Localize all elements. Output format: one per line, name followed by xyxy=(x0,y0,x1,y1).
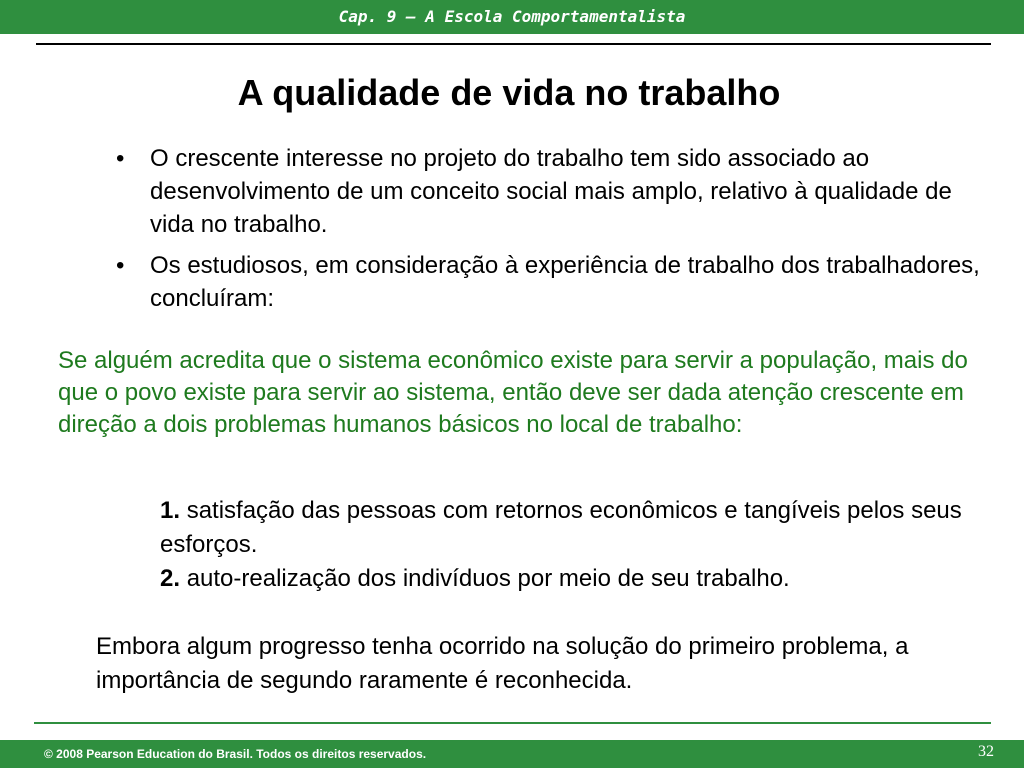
chapter-title: Cap. 9 – A Escola Comportamentalista xyxy=(338,7,686,26)
footer-divider xyxy=(34,722,991,724)
copyright-text: © 2008 Pearson Education do Brasil. Todos os direitos reservados. xyxy=(44,747,427,761)
item-text: auto-realização dos indivíduos por meio de seu trabalho. xyxy=(186,565,790,592)
bullet-icon: • xyxy=(116,252,125,279)
chapter-header-bar xyxy=(0,0,1024,34)
bullet-icon: • xyxy=(116,145,125,172)
bullet-text: Os estudiosos, em consideração à experiência de trabalho dos trabalhadores, concluíram: xyxy=(150,252,980,312)
bullet-item xyxy=(112,142,992,241)
bullet-text: O crescente interesse no projeto do trabalho tem sido associado ao desenvolvimento de um conceito social mais amplo, relativo à qualidade de vida no trabalho. xyxy=(150,145,952,238)
slide-title: A qualidade de vida no trabalho xyxy=(237,72,781,113)
numbered-item xyxy=(160,494,990,562)
closing-paragraph: Embora algum progresso tenha ocorrido na solução do primeiro problema, a importância de segundo raramente é reconhecida. xyxy=(96,633,909,694)
bullet-item xyxy=(112,249,992,315)
item-number: 1. xyxy=(160,497,181,524)
numbered-item xyxy=(160,562,990,596)
bullet-list xyxy=(112,142,992,323)
footer-bar xyxy=(0,740,1024,768)
item-text: satisfação das pessoas com retornos econômicos e tangíveis pelos seus esforços. xyxy=(160,497,962,558)
quote-paragraph: Se alguém acredita que o sistema econômico existe para servir a população, mais do que o povo existe para servir ao sistema, então deve ser dada atenção crescente em direção a dois problemas humanos básicos no local de trabalho: xyxy=(58,347,968,438)
item-number: 2. xyxy=(160,565,181,592)
header-divider xyxy=(36,43,991,45)
numbered-list xyxy=(160,494,990,596)
page-number: 32 xyxy=(978,743,994,760)
